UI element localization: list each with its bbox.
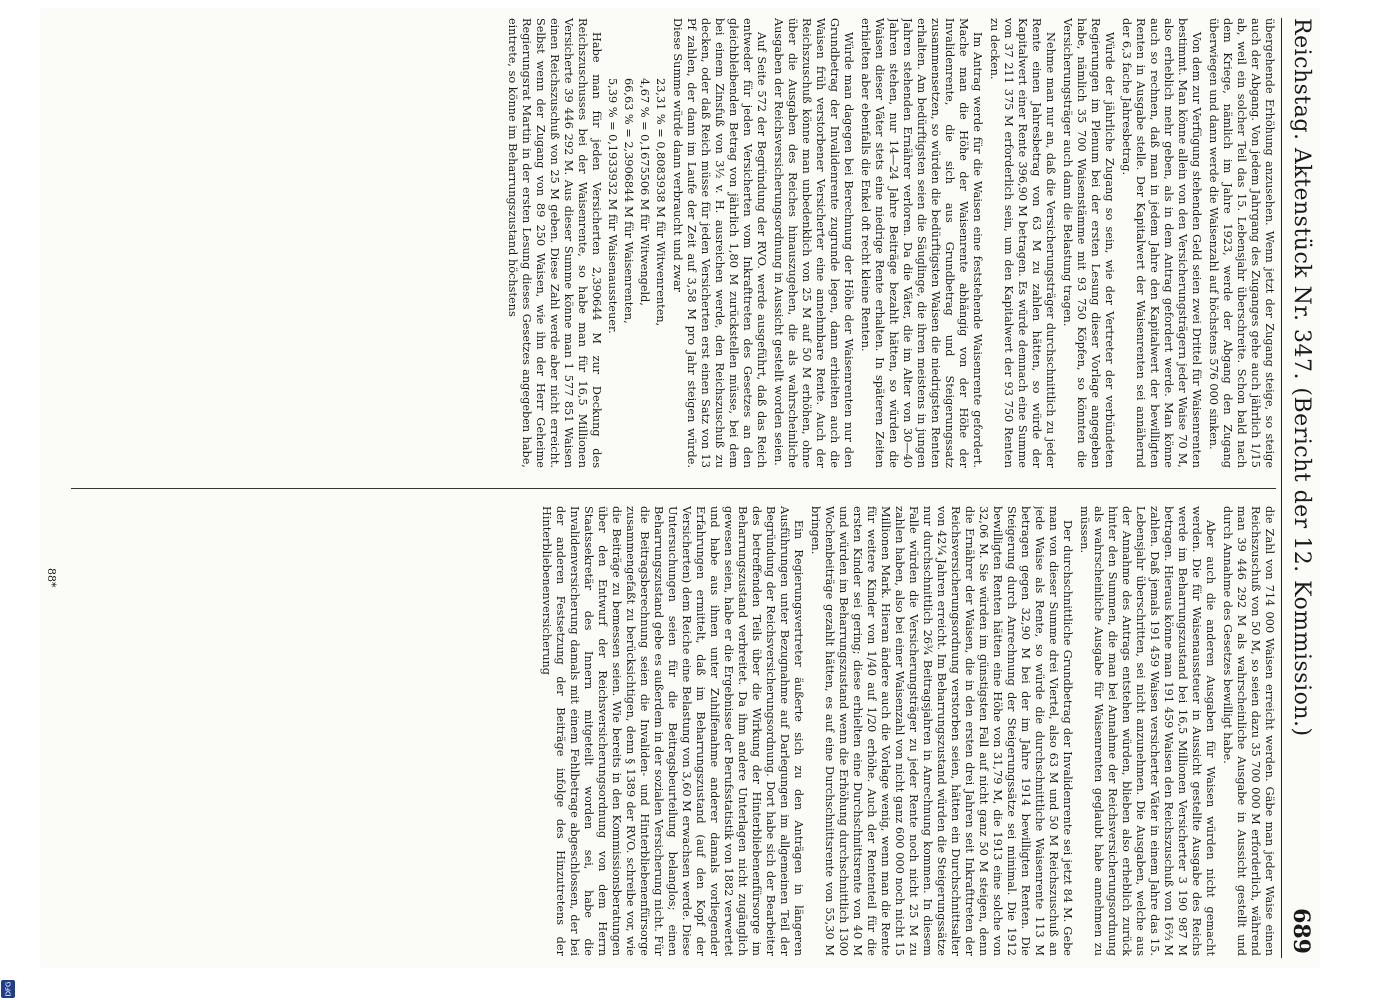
digitization-credit [0,276,1,976]
formula-line: 5,39 % = 0,1933932 M für Waisenaussteuer. [606,78,619,334]
paragraph: Aber auch die anderen Ausgaben für Waisen würden nicht gemacht werden. Die für Waisenaussteuer in Aussicht gestellte Ausgabe des Reichs werde im Beharrungszustand bei 16,5 Millionen Versicherter 3 190 987 M betragen. Hieraus könne man 191 459 Waisen den Reichszuschuß von 16⅔ M zahlen. Daß jemals 191 459 Waisen versicherter Väter in einem Jahre das 15. Lebensjahr überschritten, sei nicht anzunehmen. Die Ausgaben, welche aus der Annahme des Antrags entstehen würden, blieben also erheblich zurück hinter den Summen, die man bei Annahme der Reichsversicherungsordnung als wahrscheinliche Ausgabe für Waisenrenten geglaubt habe annehmen zu müssen. [1078,506,1217,956]
formula-line: 23,31 % = 0,8083938 M für Witwenrenten, [654,78,667,327]
dfg-logo-text: DFG [4,981,13,997]
paragraph: Habe man für jeden Versicherten 2,390644 M zur Deckung des Reichszuschusses bei der Waisenrente, so habe man für 16,5 Millionen Versicherte 39 446 292 M. Aus dieser Summe könne man 1 577 851 Waisen einen Reichszuschuß von 25 M geben. Diese Zahl werde aber nicht erreicht. Selbst wenn der Zugang von 89 250 Waisen, wie ihn der Herr Geheime Regierungsrat Martin in der ersten Lesung dieses Gesetzes angegeben habe, eintrete, so könne im Beharrungszustand höchstens [506,18,603,468]
formula-line: 4,67 % = 0,1675506 M für Witwengeld, [638,78,651,306]
dfg-logo [1,980,15,998]
page-number: 689 [1288,908,1314,954]
paragraph: Der durchschnittliche Grundbetrag der Invalidenrente sei jetzt 84 M. Gebe man von dieser Summe drei Viertel, also 63 M und 50 M Reichszuschuß an jede Waise als Rente, so würde die durchschnittliche Waisenrente 113 M betragen gegen 32,90 M bei der im Jahre 1914 bewilligten Renten. Die Steigerung durch Anrechnung der Steigerungssätze sei minimal. Die 1912 bewilligten Renten hätten eine Höhe von 31,79 M, die 1913 eine solche von 32,06 M. Sie würden im günstigsten Fall auf nicht ganz 50 M steigen, denn die Ernährer der Waisen, die in den ersten drei Jahren seit Inkrafttreten der Reichsversicherungsordnung verstorben seien, hätten ein Durchschnittsalter von 42¼ Jahren erreicht. Im Beharrungszustand würden die Steigerungssätze nur durchschnittlich 26¾ Beitragsjahren in Anrechnung kommen. In diesem Falle würden die Versicherungsträger zu jeder Rente noch nicht 25 M zu zahlen haben, also bei einer Waisenzahl von nicht ganz 600 000 noch nicht 15 Millionen Mark. Hieran ändere auch die Vorlage wenig, wenn man die Rente für weitere Kinder von 1/40 auf 1/20 erhöhe. Auch der Rententeil für die ersten Kinder sei gering; diese erhielten eine Durchschnittsrente von 40 M und würden im Beharrungszustand wenn die Erhöhung durchschnittlich 1300 Wochenbeiträge gezahlt hätten, es auf eine Durchschnittsrente von 55,30 M bringen. [809,506,1074,956]
digitization-credit-strip [0,300,16,1000]
paragraph: übergehende Erhöhung anzusehen. Wenn jetzt der Zugang steige, so steige auch der Abgang. Von jedem Jahrgang des Zuganges gehe auch jährlich 1/15 ab, weil ein solcher Teil das 15. Lebensjahr überschreite. Schon bald nach dem Kriege, nämlich im Jahre 1923, werde der Abgang den Zugang überwiegen und dann werde die Waisenzahl auf höchstens 576 000 sinken. [1207,18,1276,468]
paragraph: Ein Regierungsvertreter äußerte sich zu den Anträgen in längeren Ausführungen unter Bezugnahme auf Darlegungen im allgemeinen Teil der Begründung der Reichsversicherungsordnung. Dort habe sich der Bearbeiter des betreffenden Teils über die Wirkung der Hinterbliebenenfürsorge im Beharrungszustand verbreitet. Da ihm andere Unterlagen nicht zugänglich gewesen seien, habe er die Ergebnisse der Berufsstatistik von 1882 verwertet und habe aus ihnen unter Zuhilfenahme anderer damals vorliegender Erfahrungen ermittelt, daß im Beharrungszustand (auf den Kopf der Versicherten) dem Reiche eine Belastung von 3,60 M erwachsen werde. Diese Untersuchungen seien für die Beitragsbeurteilung belanglos; einen Beharrungszustand gebe es außerdem in der sozialen Versicherung nicht. Für die Beitragsberechnung seien die Invaliden- und Hinterbliebenenfürsorge zusammengefaßt zu berücksichtigen, denn § 1389 der RVO. schreibe vor, wie die Beiträge zu bemessen seien. Wie bereits in den Kommissionsberatungen über den Entwurf der Reichsversicherungsordnung von dem Herrn Staatssekretär des Innern mitgeteilt worden sei, habe die Invalidenversicherung damals mit einem Fehlbetrage abgeschlossen, der bei der anderen Festsetzung der Beiträge infolge des Hinzutretens der Hinterbliebenenversicherung [540,506,805,956]
column-divider [71,488,1276,489]
paragraph: Nehme man nur an, daß die Versicherungsträger durchschnittlich zu jeder Rente einen Jahresbetrag von 63 M zu zahlen hätten, so würde der Kapitalwert einer Rente 396,90 M betragen. Es würde demnach eine Summe von 37 211 375 M erforderlich sein, um den Kapitalwert der 93 750 Renten zu decken. [988,18,1057,468]
running-head: Reichstag. Aktenstück Nr. 347. (Bericht der 12. Kommission.) [1289,18,1314,737]
paragraph: Von dem zur Verfügung stehenden Geld seien zwei Drittel für Waisenrenten bestimmt. Man könne allein von den Versicherungsträgern jeder Waise 70 M, also erheblich mehr geben, als in dem Antrag gefordert werde. Man könne auch so rechnen, daß man in jedem Jahre den Kapitalwert der bewilligten Renten in Ausgabe stelle. Der Kapitalwert der Waisenrenten sei annähernd der 6,3 fache Jahresbetrag. [1120,18,1203,468]
paragraph: Würde der jährliche Zugang so sein, wie der Vertreter der verbündeten Regierungen im Plenum bei der ersten Lesung dieser Vorlage angegeben habe, nämlich 35 700 Waisenstämme mit 93 750 Köpfen, so könnten die Versicherungsträger auch dann die Belastung tragen. [1061,18,1116,468]
sheet-number: 88* [45,568,58,588]
paragraph: die Zahl von 714 000 Waisen erreicht werden. Gäbe man jeder Waise einen Reichszuschuß von 50 M, so seien dazu 35 700 000 M erforderlich, während man 39 446 292 M als wahrscheinliche Ausgabe in Aussicht gestellt und durch Annahme des Gesetzes bewilligt habe. [1221,506,1276,956]
paragraph: Würde man dagegen bei Berechnung der Höhe der Waisenrenten nur den Grundbetrag der Invalidenrente zugrunde legen, dann erhielten auch die Waisen früh verstorbener Versicherter eine annehmbare Rente. Auch der Reichszuschuß könne man unbedenklich von 25 M auf 50 M erhöhen, ohne über die Ausgaben des Reiches hinauszugehen, die als wahrscheinliche Ausgaben der Reichsversicherungsordnung in Aussicht gestellt worden seien. [772,18,855,468]
paragraph: Auf Seite 572 der Begründung der RVO. werde ausgeführt, daß das Reich entweder für jeden Versicherten vom Inkrafttreten des Gesetzes an den gleichbleibenden Betrag von jährlich 1,80 M zurückstellen müsse, bei dem bei einem Zinsfuß von 3½ v. H. ausreichen werde, den Reichszuschuß zu decken, oder daß Reich müsse für jeden Versicherten erst einen Satz von 13 Pf zahlen, der dann im Laufe der Zeit auf 3,58 M pro Jahr steigen würde. Diese Summe würde dann verbraucht und zwar [671,18,768,468]
text-column-right [66,506,1276,956]
paragraph: Im Antrag werde für die Waisen eine feststehende Waisenrente gefordert. Mache man die Höhe der Waisenrente abhängig von der Höhe der Invalidenrente, die sich aus Grundbetrag und Steigerungssatz zusammensetzen, so würden die bedürftigsten Waisen die niedrigsten Renten erhalten. Am bedürftigsten seien die Säuglinge, die ihren meistens in jungen Jahren stehenden Ernährer verloren. Da die Väter, die im Alter von 30—40 Jahren stehen, nur 14—24 Jahre Beiträge bezahlt hätten, so würden die Waisen dieser Väter stets eine niedrige Rente erhalten. In späteren Zeiten erhielten aber ebenfalls die Enkel oft recht kleine Renten. [859,18,984,468]
document-page [40,8,1320,968]
text-column-left [66,18,1276,468]
page-header [1281,18,1318,958]
formula-line: 66,63 % = 2,3906844 M für Waisenrenten, [622,78,635,324]
